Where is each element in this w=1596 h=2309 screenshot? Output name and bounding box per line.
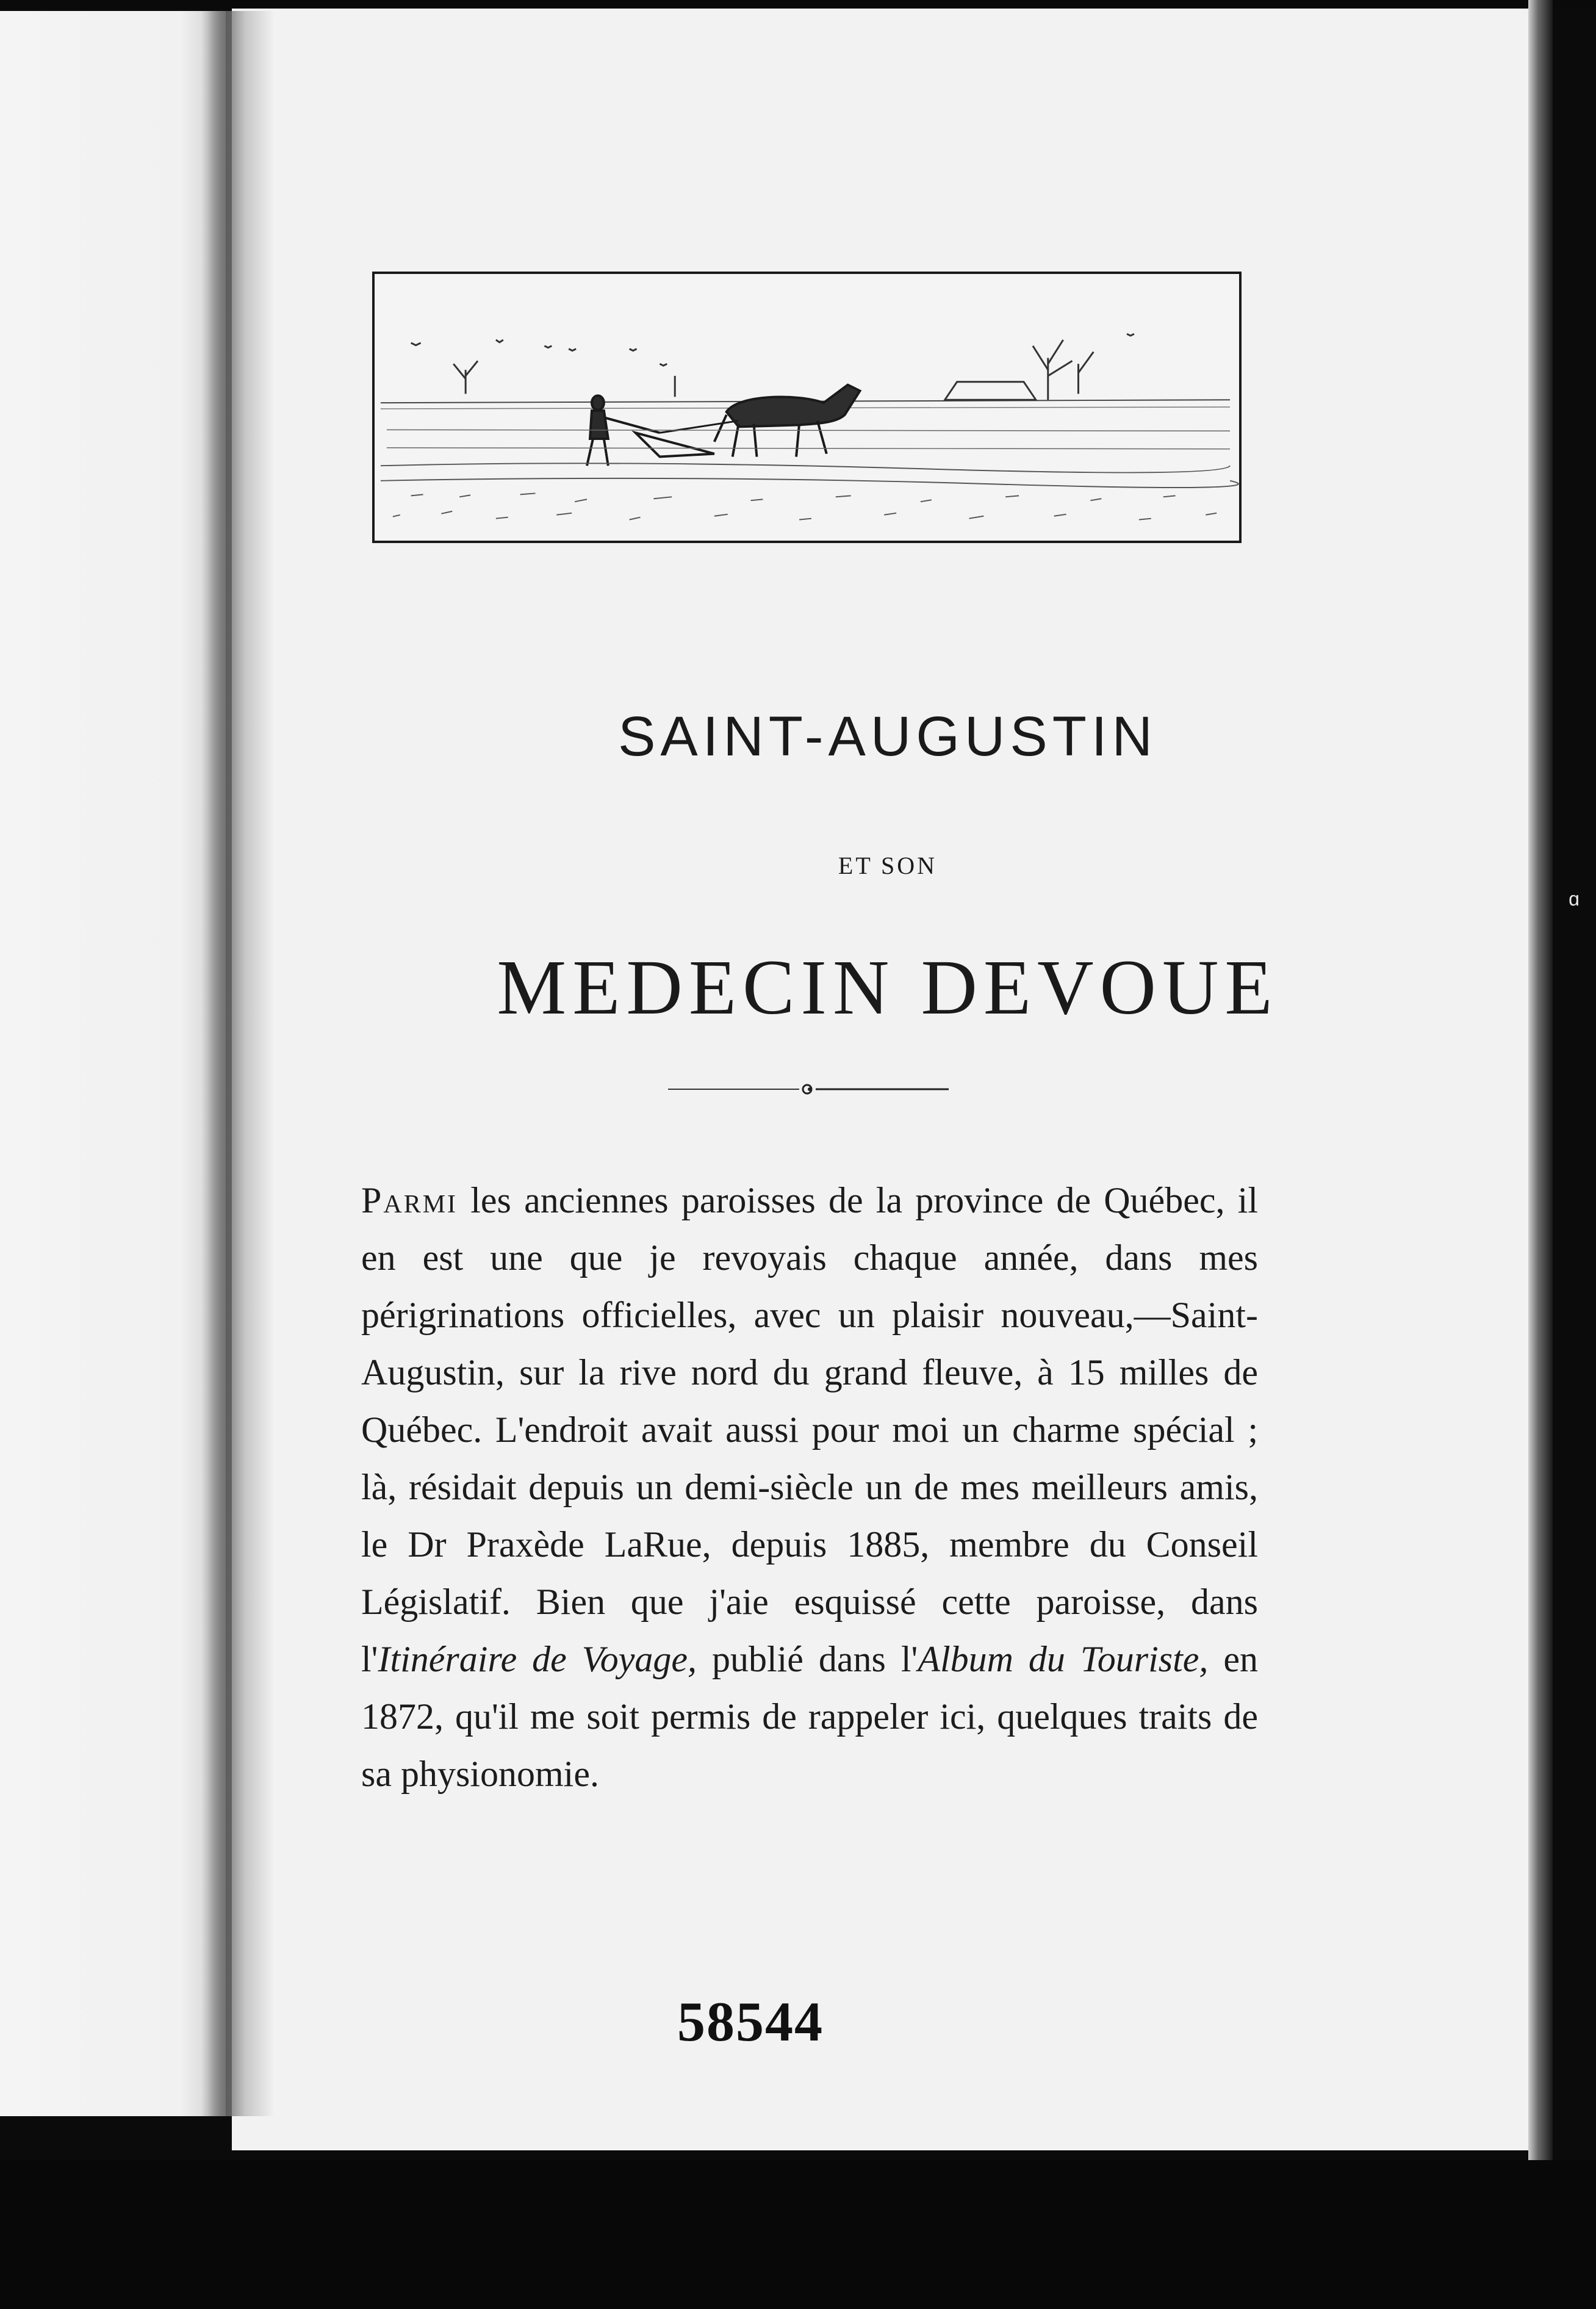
title-connector: ET SON bbox=[838, 852, 938, 879]
left-page-leaf bbox=[0, 11, 226, 2116]
body-paragraph bbox=[361, 1172, 1258, 1803]
catalog-number-stamp: 58544 bbox=[677, 1990, 824, 2053]
paragraph-text-2: publié dans l' bbox=[697, 1639, 918, 1679]
paragraph-italic-title-2: Album du Touriste, bbox=[918, 1639, 1209, 1679]
engraving-icon bbox=[375, 274, 1239, 541]
paragraph-text-3: en 1872, qu'il me soit permis de rappeler ici, quelques traits de sa physionomie. bbox=[361, 1639, 1258, 1794]
page-title: SAINT-AUGUSTIN bbox=[618, 705, 1157, 768]
scan-bottom-border bbox=[0, 2160, 1596, 2309]
paragraph-lead-word: Parmi bbox=[361, 1180, 458, 1220]
page-subtitle: MEDECIN DEVOUE bbox=[497, 944, 1279, 1031]
paragraph-text-1: les anciennes paroisses de la province de Québec, il en est une que je revoyais chaque année, dans mes périgrinations officielles, avec un plaisir nouveau,—Saint-Augustin, sur la rive nord du grand fleuve, à 15 milles de Québec. L'endroit avait aussi pour moi un charme spécial ; là, résidait depuis un demi-siècle un de mes meilleurs amis, le Dr Praxède LaRue, depuis 1885, membre du Conseil Législatif. Bien que j'aie esquissé cette paroisse, dans l' bbox=[361, 1180, 1258, 1679]
plowman-landscape-illustration bbox=[372, 272, 1242, 543]
paragraph-italic-title-1: Itinéraire de Voyage, bbox=[378, 1639, 697, 1679]
ornament-divider-icon bbox=[668, 1080, 949, 1098]
edge-mark: ɑ bbox=[1569, 888, 1580, 910]
page-right-edge bbox=[1528, 0, 1553, 2160]
scan-top-border bbox=[0, 0, 1596, 9]
page-gutter-shadow bbox=[201, 11, 275, 2116]
